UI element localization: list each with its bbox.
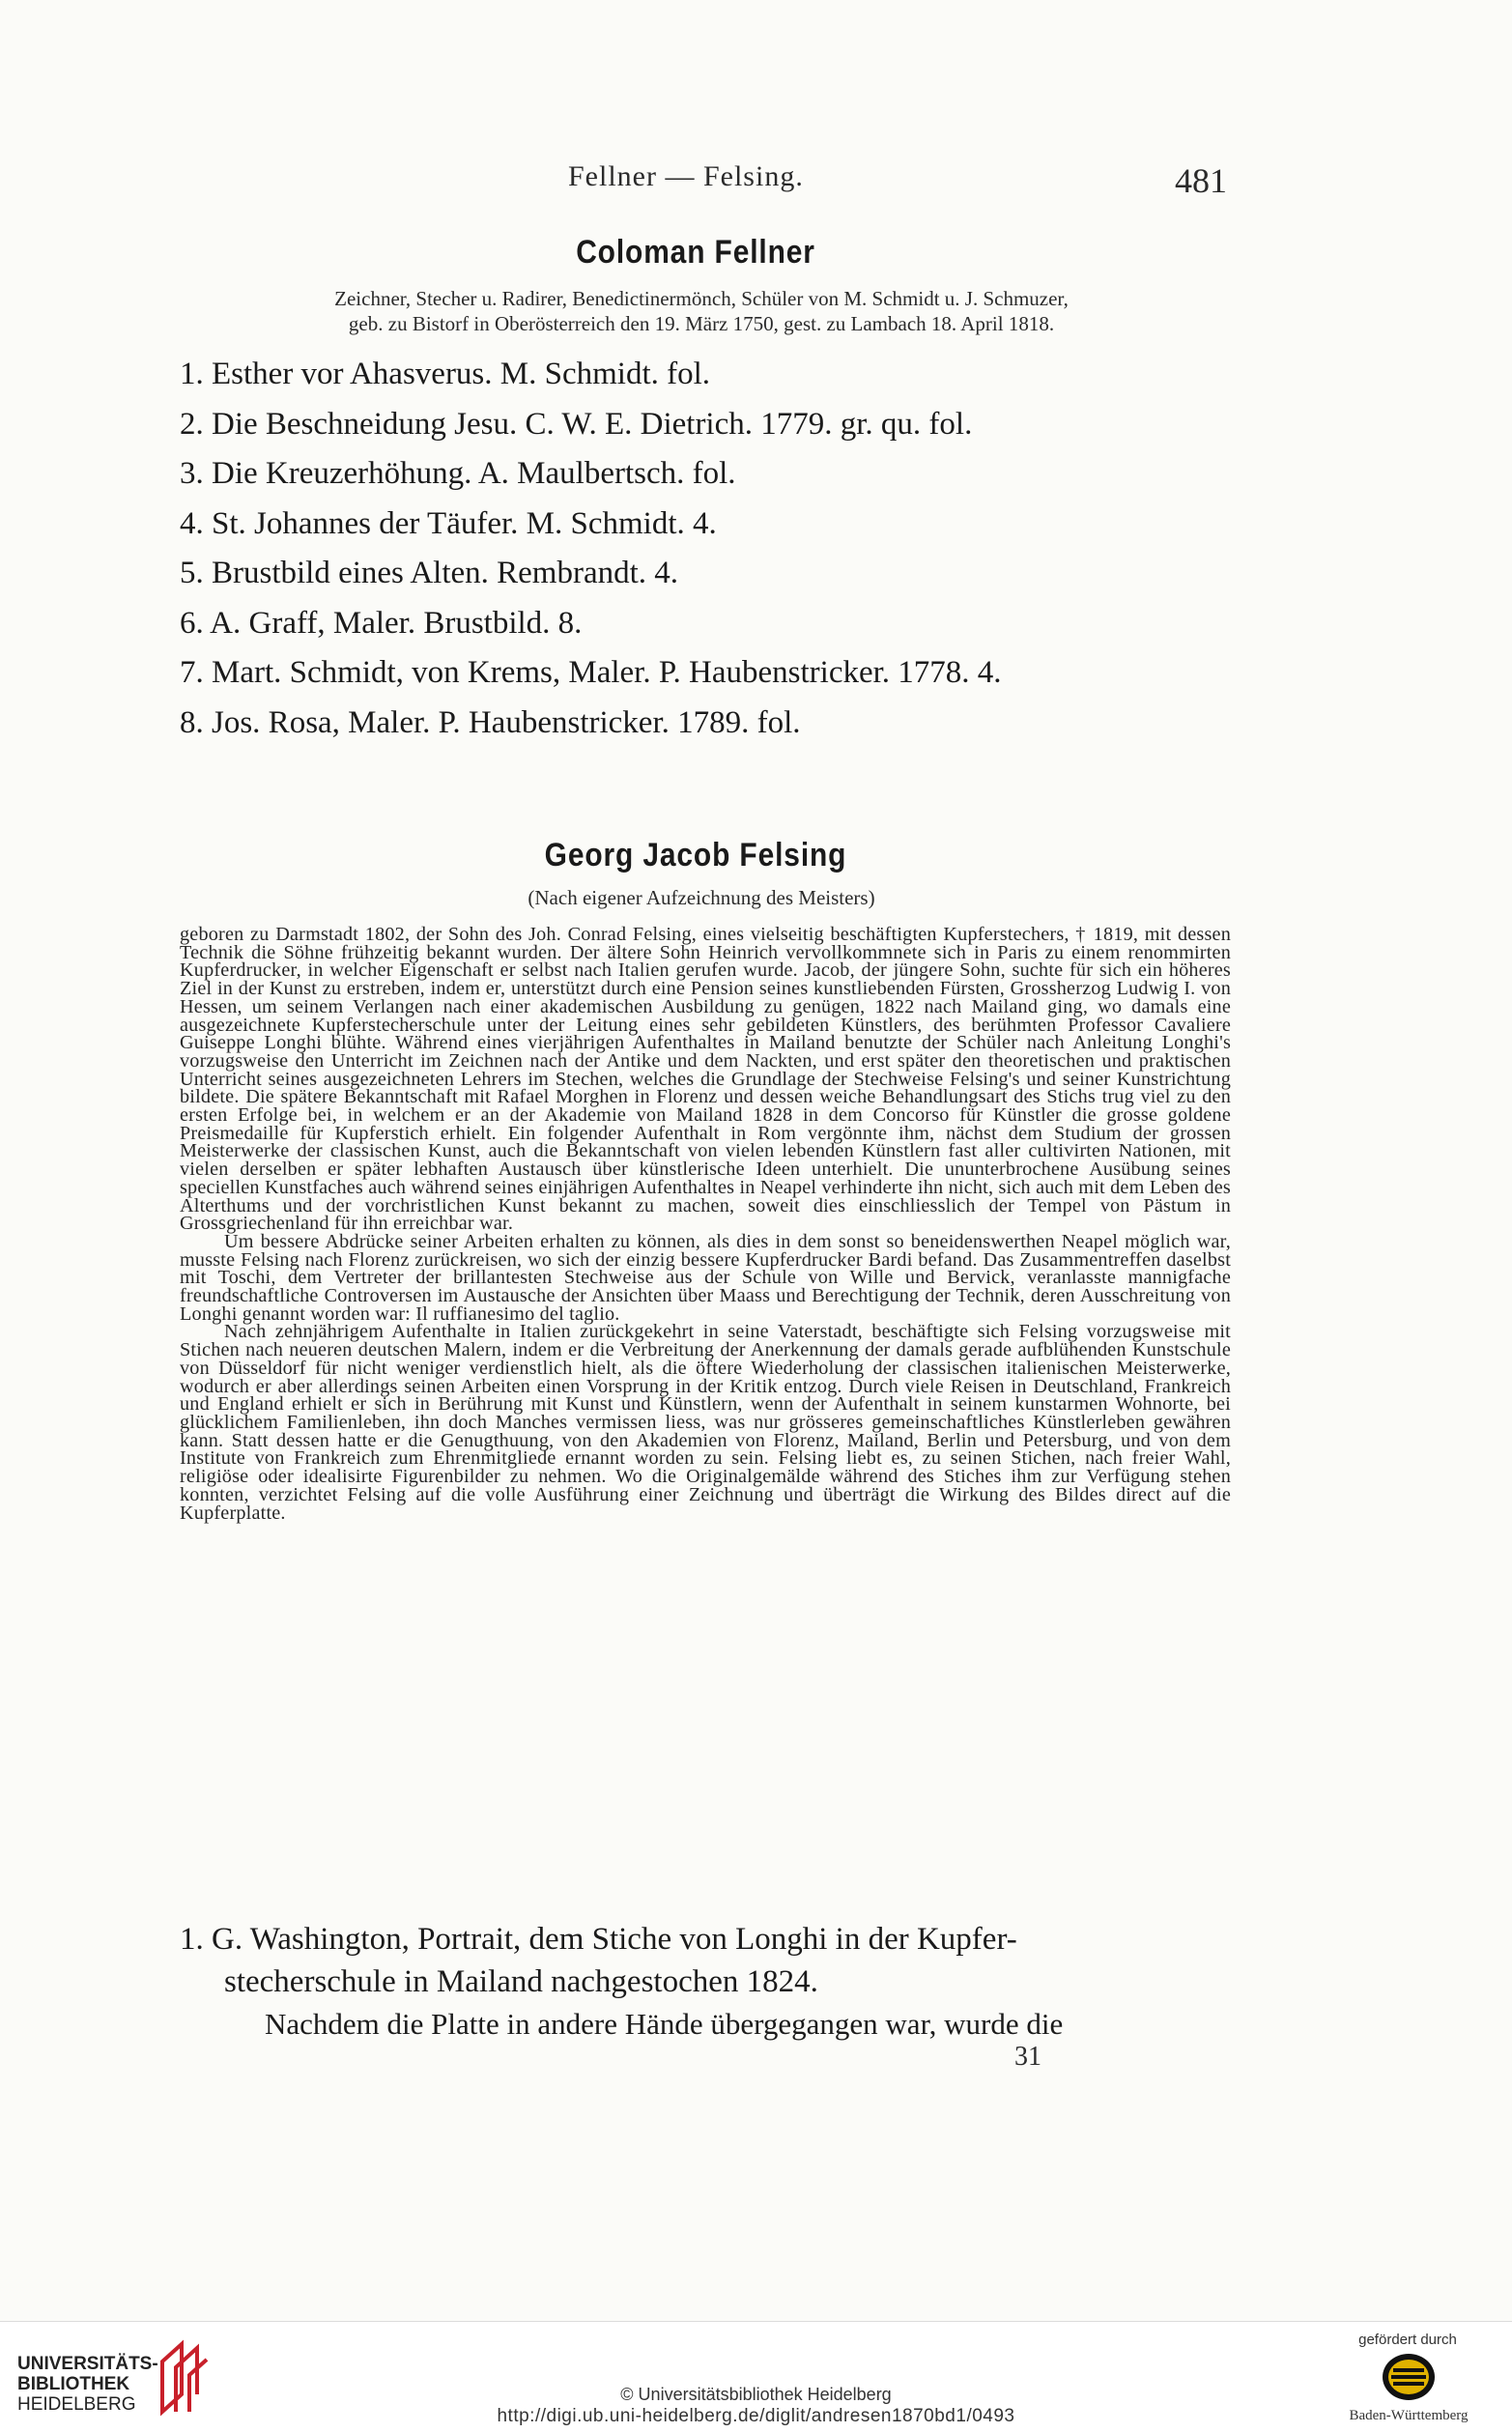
felsing-heading: Georg Jacob Felsing	[544, 837, 847, 873]
library-name-line: HEIDELBERG	[17, 2394, 136, 2415]
fellner-bio-line: geb. zu Bistorf in Oberösterreich den 19. März 1750, gest. zu Lambach 18. April 1818.	[348, 312, 1055, 335]
signature-mark: 31	[1014, 2042, 1041, 2072]
page-number: 481	[1175, 161, 1227, 200]
felsing-works-list	[180, 1918, 1262, 2046]
fellner-bio	[180, 286, 1223, 336]
fellner-bio-line: Zeichner, Stecher u. Radirer, Benedictinermönch, Schüler von M. Schmidt u. J. Schmuzer,	[334, 287, 1069, 310]
fellner-heading: Coloman Fellner	[576, 234, 815, 271]
work-item: 1. Esther vor Ahasverus. M. Schmidt. fol.	[180, 357, 711, 391]
felsing-subheading: (Nach eigener Aufzeichnung des Meisters)	[528, 886, 875, 909]
fellner-works-list	[180, 350, 1262, 748]
work-item: 7. Mart. Schmidt, von Krems, Maler. P. Haubenstricker. 1778. 4.	[180, 655, 1002, 690]
work-item: 5. Brustbild eines Alten. Rembrandt. 4.	[180, 556, 679, 590]
felsing-biography	[180, 926, 1231, 1522]
work-item: 6. A. Graff, Maler. Brustbild. 8.	[180, 605, 583, 641]
work-item-note: Nachdem die Platte in andere Hände übergegangen war, wurde die	[265, 2007, 1064, 2041]
library-name-line: BIBLIOTHEK	[17, 2374, 130, 2394]
biography-paragraph: geboren zu Darmstadt 1802, der Sohn des Joh. Conrad Felsing, eines vielseitig beschäftigten Kupferstechers, † 1819, mit dessen Technik die Söhne frühzeitig bekannt wurden. Der ältere Sohn Heinrich vervollkommnete sich in Paris zu einem renommirten Kupferdrucker, in welcher Eigenschaft er selbst nach Italien gerufen wurde. Jacob, der jüngere Sohn, suchte für sich ein höheres Ziel in der Kunst zu erstreben, indem er, unterstützt durch eine Pension seines kunstliebenden Fürsten, Grossherzog Ludwig I. von Hessen, um seinem Verlangen nach einer akademischen Ausbildung zu genügen, 1822 nach Mailand ging, wo damals eine ausgezeichnete Kupferstecherschule unter der Leitung eines sehr gebildeten Künstlers, des berühmten Professor Cavaliere Guiseppe Longhi blühte. Während eines vierjährigen Aufenthaltes in Mailand benutzte der Schüler nach Anleitung Longhi's vorzugsweise den Unterricht im Zeichnen nach der Antike und dem Nackten, und erst später den theoretischen und praktischen Unterricht seines ausgezeichneten Lehrers im Stechen, welches die Grundlage der Stechweise Felsing's und seiner Kunstrichtung bildete. Die spätere Bekanntschaft mit Rafael Morghen in Florenz und dessen weiche Behandlungsart des Stichs trug viel zu den ersten Erfolge bei, in welchem er an der Akademie von Mailand 1828 in dem Concorso für Künstler die grosse goldene Preismedaille für Kupferstich erhielt. Ein folgender Aufenthalt in Rom vergönnte ihm, nächst dem Studium der grossen Meisterwerke der classischen Kunst, auch die Bekanntschaft von vielen lebenden Künstlern fast aller cultivirten Nationen, mit vielen derselben er später lebhaften Austausch über künstlerische Ideen unterhielt. Die ununterbrochene Ausübung seines speciellen Kunstfaches auch während seines einjährigen Aufenthaltes in Neapel verhinderte ihn nicht, sich auch mit dem Leben des Alterthums und der vorchristlichen Kunst bekannt zu machen, soweit dies einschliesslich der Tempel von Pästum in Grossgriechenland für ihn erreichbar war.	[180, 924, 1231, 1235]
work-item: 3. Die Kreuzerhöhung. A. Maulbertsch. fol.	[180, 456, 736, 491]
biography-paragraph: Nach zehnjährigem Aufenthalte in Italien zurückgekehrt in seine Vaterstadt, beschäftigte sich Felsing vorzugsweise mit Stichen nach neueren deutschen Malern, indem er die Verbreitung der Anerkennung der damals gerade aufblühenden Kunstschule von Düsseldorf für nicht weniger verdienstlich hielt, als die öftere Wiederholung der classischen italienischen Meisterwerke, wodurch er aber allerdings seinen Arbeiten einen Vorsprung in der Kritik entzog. Durch viele Reisen in Deutschland, Frankreich und England erhielt er sich in Berührung mit Kunst und Künstlern, wenn der Aufenthalt in seinem kunstarmen Wohnorte, bei glücklichem Familienleben, ihn doch Manches vermissen liess, was nur grösseres gemeinschaftliches Künstlerleben gewähren kann. Statt dessen hatte er die Genugthuung, von den Akademien von Florenz, Mailand, Berlin und Petersburg, und von dem Institute von Frankreich zum Ehrenmitgliede ernannt worden zu sein. Felsing liebt es, zu seinen Stichen, nach freier Wahl, religiöse oder idealisirte Figurenbilder zu nehmen. Wo die Originalgemälde während des Stiches ihm zur Verfügung stehen konnten, verzichtet Felsing auf die volle Ausführung einer Zeichnung und überträgt die Wirkung des Bildes direct auf die Kupferplatte.	[180, 1321, 1231, 1524]
biography-paragraph: Um bessere Abdrücke seiner Arbeiten erhalten zu können, als dies in dem sonst so beneidenswerthen Neapel möglich war, musste Felsing nach Florenz zurückreisen, wo sich der einzig bessere Kupferdrucker Bardi befand. Das Zusammentreffen daselbst mit Toschi, dem Vertreter der brillantesten Stechweise aus der Schule von Wille und Bervick, veranlasste mannigfache freundschaftliche Controversen im Austausche der Ansichten über Maass und Berechtigung der Technik, deren Ausschreitung von Longhi genannt worden war: Il ruffianesimo del taglio.	[180, 1230, 1231, 1325]
work-item: 2. Die Beschneidung Jesu. C. W. E. Dietrich. 1779. gr. qu. fol.	[180, 406, 973, 442]
work-item: 4. St. Johannes der Täufer. M. Schmidt. 4.	[180, 505, 717, 541]
baden-wuerttemberg-crest-icon	[1380, 2351, 1438, 2403]
work-item: 8. Jos. Rosa, Maler. P. Haubenstricker. 1789. fol.	[180, 704, 801, 740]
work-item: 1. G. Washington, Portrait, dem Stiche von Longhi in der Kupfer-	[180, 1922, 1017, 1957]
work-item-continuation: stecherschule in Mailand nachgestochen 1824.	[224, 1964, 818, 1999]
copyright-text: © Universitätsbibliothek Heidelberg	[620, 2385, 892, 2404]
funded-by-label: gefördert durch	[1358, 2332, 1457, 2348]
funder-name: Baden-Württemberg	[1349, 2408, 1469, 2423]
library-name-line: UNIVERSITÄTS-	[17, 2354, 158, 2374]
source-url-link[interactable]: http://digi.ub.uni-heidelberg.de/diglit/andresen1870bd1/0493	[497, 2406, 1015, 2426]
running-title: Fellner — Felsing.	[568, 160, 804, 192]
